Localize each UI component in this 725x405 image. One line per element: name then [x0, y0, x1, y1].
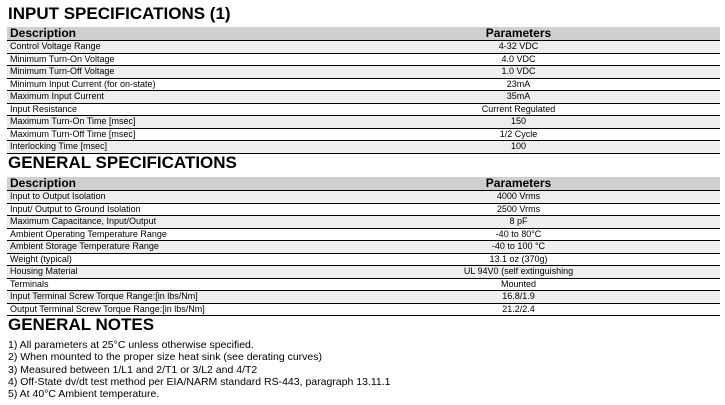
row-label: Minimum Input Current (for on-state)	[7, 78, 317, 91]
description-header: Description	[7, 177, 317, 191]
row-value: -40 to 80°C	[317, 228, 720, 241]
row-value: 16.8/1.9	[317, 291, 720, 304]
row-value: 1/2 Cycle	[317, 128, 720, 141]
row-value: -40 to 100 °C	[317, 241, 720, 254]
row-value: 4000 Vrms	[317, 191, 720, 204]
row-label: Maximum Capacitance, Input/Output	[7, 216, 317, 229]
row-value: UL 94V0 (self extinguishing	[317, 266, 720, 279]
row-value: 1.0 VDC	[317, 66, 720, 79]
input-specifications-table	[7, 27, 720, 154]
row-value: 13.1 oz (370g)	[317, 253, 720, 266]
table-row	[7, 216, 720, 229]
row-label: Housing Material	[7, 266, 317, 279]
table-row	[7, 291, 720, 304]
row-value: 150	[317, 116, 720, 129]
table-row	[7, 228, 720, 241]
row-label: Input Resistance	[7, 103, 317, 116]
table-row	[7, 141, 720, 154]
row-value: 100	[317, 141, 720, 154]
row-label: Minimum Turn-Off Voltage	[7, 66, 317, 79]
table-row	[7, 53, 720, 66]
row-value: 21.2/2.4	[317, 303, 720, 316]
row-label: Ambient Operating Temperature Range	[7, 228, 317, 241]
row-value: Current Regulated	[317, 103, 720, 116]
table-row	[7, 278, 720, 291]
row-value: Mounted	[317, 278, 720, 291]
row-label: Control Voltage Range	[7, 41, 317, 54]
row-value: 23mA	[317, 78, 720, 91]
row-label: Input to Output Isolation	[7, 191, 317, 204]
input-specifications-title: INPUT SPECIFICATIONS (1)	[8, 4, 231, 23]
row-value: 2500 Vrms	[317, 203, 720, 216]
note-item: 2) When mounted to the proper size heat sink (see derating curves)	[8, 351, 322, 364]
table-row	[7, 78, 720, 91]
note-item: 3) Measured between 1/L1 and 2/T1 or 3/L2 and 4/T2	[8, 363, 258, 376]
row-value: 35mA	[317, 91, 720, 104]
table-row	[7, 303, 720, 316]
table-row	[7, 41, 720, 54]
table-row	[7, 203, 720, 216]
table-header-row	[7, 177, 720, 191]
general-notes-title: GENERAL NOTES	[8, 315, 155, 334]
description-header: Description	[7, 27, 317, 41]
row-label: Input/ Output to Ground Isolation	[7, 203, 317, 216]
row-value: 4.0 VDC	[317, 53, 720, 66]
note-item: 4) Off-State dv/dt test method per EIA/NARM standard RS-443, paragraph 13.11.1	[8, 375, 391, 388]
note-item: 1) All parameters at 25°C unless otherwise specified.	[8, 339, 254, 351]
row-label: Ambient Storage Temperature Range	[7, 241, 317, 254]
row-label: Input Terminal Screw Torque Range:[in lbs/Nm]	[7, 291, 317, 304]
row-label: Maximum Turn-On Time [msec]	[7, 116, 317, 129]
row-label: Weight (typical)	[7, 253, 317, 266]
table-row	[7, 116, 720, 129]
parameters-header: Parameters	[317, 27, 720, 41]
general-specifications-table	[7, 177, 720, 316]
table-row	[7, 103, 720, 116]
row-label: Terminals	[7, 278, 317, 291]
parameters-header: Parameters	[317, 177, 720, 191]
row-value: 4-32 VDC	[317, 41, 720, 54]
table-row	[7, 91, 720, 104]
row-label: Interlocking Time [msec]	[7, 141, 317, 154]
table-row	[7, 241, 720, 254]
table-row	[7, 253, 720, 266]
row-label: Output Terminal Screw Torque Range:[in lbs/Nm]	[7, 303, 317, 316]
table-row	[7, 266, 720, 279]
table-row	[7, 66, 720, 79]
table-header-row	[7, 27, 720, 41]
note-item: 5) At 40°C Ambient temperature.	[8, 388, 160, 401]
row-label: Minimum Turn-On Voltage	[7, 53, 317, 66]
row-label: Maximum Turn-Off Time [msec]	[7, 128, 317, 141]
row-label: Maximum Input Current	[7, 91, 317, 104]
table-row	[7, 128, 720, 141]
row-value: 8 pF	[317, 216, 720, 229]
table-row	[7, 191, 720, 204]
general-notes-list	[8, 339, 390, 400]
general-specifications-title: GENERAL SPECIFICATIONS	[8, 153, 237, 172]
